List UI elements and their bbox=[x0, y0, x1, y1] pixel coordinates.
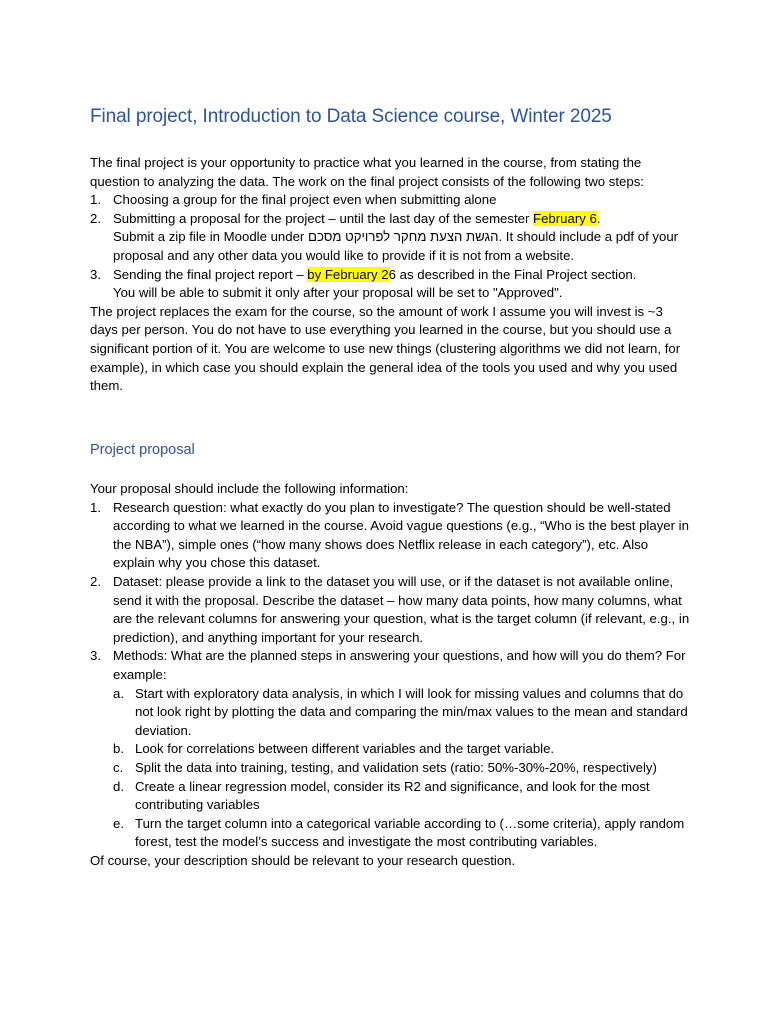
list-item bbox=[90, 266, 690, 303]
list-item bbox=[90, 573, 690, 647]
step-text: . bbox=[596, 210, 601, 226]
intro-paragraph: The final project is your opportunity to practice what you learned in the course, from stating the question to analyzing the data. The work on the final project consists of the following two steps: bbox=[90, 155, 644, 189]
sublist-item bbox=[113, 759, 690, 778]
sublist-item bbox=[113, 685, 690, 741]
list-number: 1. bbox=[90, 499, 101, 515]
document-title: Final project, Introduction to Data Science course, Winter 2025 bbox=[90, 106, 612, 127]
sublist-letter: b. bbox=[113, 741, 124, 757]
item-text: Methods: What are the planned steps in answering your questions, and how will you do them? For example: bbox=[113, 648, 686, 682]
methods-sublist bbox=[113, 685, 690, 852]
intro-closing-paragraph: The project replaces the exam for the course, so the amount of work I assume you will invest is ~3 days per person. You do not have to use everything you learned in the course, but you should use a significant portion of it. You are welcome to use new things (clustering algorithms we did not learn, for example), in which case you should explain the general idea of the tools you used and why you used them. bbox=[90, 303, 681, 394]
subitem-text: Create a linear regression model, consider its R2 and significance, and look for the most contributing variables bbox=[135, 778, 650, 813]
list-item bbox=[90, 647, 690, 852]
list-number: 3. bbox=[90, 266, 101, 282]
list-item bbox=[90, 191, 690, 210]
proposal-lead: Your proposal should include the following information: bbox=[90, 481, 409, 496]
item-text: Research question: what exactly do you plan to investigate? The question should be well-stated according to what we learned in the course. Avoid vague questions (e.g., “Who is the best player in the NBA”), simple ones (“how many shows does Netflix release in each category”), etc. Also explain why you chose this dataset. bbox=[113, 499, 689, 571]
step-text: 6 as described in the Final Project section. bbox=[388, 266, 637, 282]
step-text: Submitting a proposal for the project – until the last day of the semester bbox=[113, 210, 534, 226]
step-text: Sending the final project report – bbox=[113, 266, 308, 282]
list-number: 2. bbox=[90, 573, 101, 589]
proposal-section bbox=[90, 480, 690, 870]
step-text: Choosing a group for the final project even when submitting alone bbox=[113, 192, 497, 208]
subitem-text: Start with exploratory data analysis, in which I will look for missing values and columns that do not look right by plotting the data and comparing the min/max values to the mean and standard deviation. bbox=[135, 685, 688, 738]
sublist-letter: c. bbox=[113, 759, 124, 775]
step-text: You will be able to submit it only after your proposal will be set to "Approved". bbox=[113, 285, 563, 301]
list-number: 3. bbox=[90, 648, 101, 664]
hebrew-label: הגשת הצעת מחקר לפרויקט מסכם bbox=[308, 229, 499, 245]
proposal-closing: Of course, your description should be relevant to your research question. bbox=[90, 852, 516, 868]
steps-list bbox=[90, 191, 690, 303]
section-heading: Project proposal bbox=[90, 442, 195, 458]
list-number: 1. bbox=[90, 192, 101, 208]
step-text: Submit a zip file in Moodle under bbox=[113, 229, 308, 245]
proposal-list bbox=[90, 499, 690, 852]
intro-section bbox=[90, 154, 690, 396]
sublist-item bbox=[113, 740, 690, 759]
sublist-item bbox=[113, 815, 690, 852]
step-text: . It should include a pdf of your proposal and any other data you would like to provide if it is not from a website. bbox=[113, 229, 679, 263]
item-text: Dataset: please provide a link to the dataset you will use, or if the dataset is not available online, send it with the proposal. Describe the dataset – how many data points, how many columns, what are the relevant columns for answering your question, what is the target column (if relevant, e.g., in prediction), and anything important for your research. bbox=[113, 573, 690, 645]
subitem-text: Look for correlations between different variables and the target variable. bbox=[135, 741, 555, 757]
sublist-letter: d. bbox=[113, 778, 124, 794]
list-item bbox=[90, 499, 690, 573]
list-item bbox=[90, 210, 690, 266]
subitem-text: Split the data into training, testing, and validation sets (ratio: 50%-30%-20%, respectively) bbox=[135, 759, 657, 775]
highlighted-date: February 6 bbox=[533, 210, 597, 226]
sublist-letter: e. bbox=[113, 815, 124, 831]
sublist-item bbox=[113, 778, 690, 815]
sublist-letter: a. bbox=[113, 685, 124, 701]
highlighted-date: by February 2 bbox=[307, 266, 389, 282]
subitem-text: Turn the target column into a categorical variable according to (…some criteria), apply random forest, test the model’s success and investigate the most contributing variables. bbox=[135, 815, 685, 850]
list-number: 2. bbox=[90, 210, 101, 226]
